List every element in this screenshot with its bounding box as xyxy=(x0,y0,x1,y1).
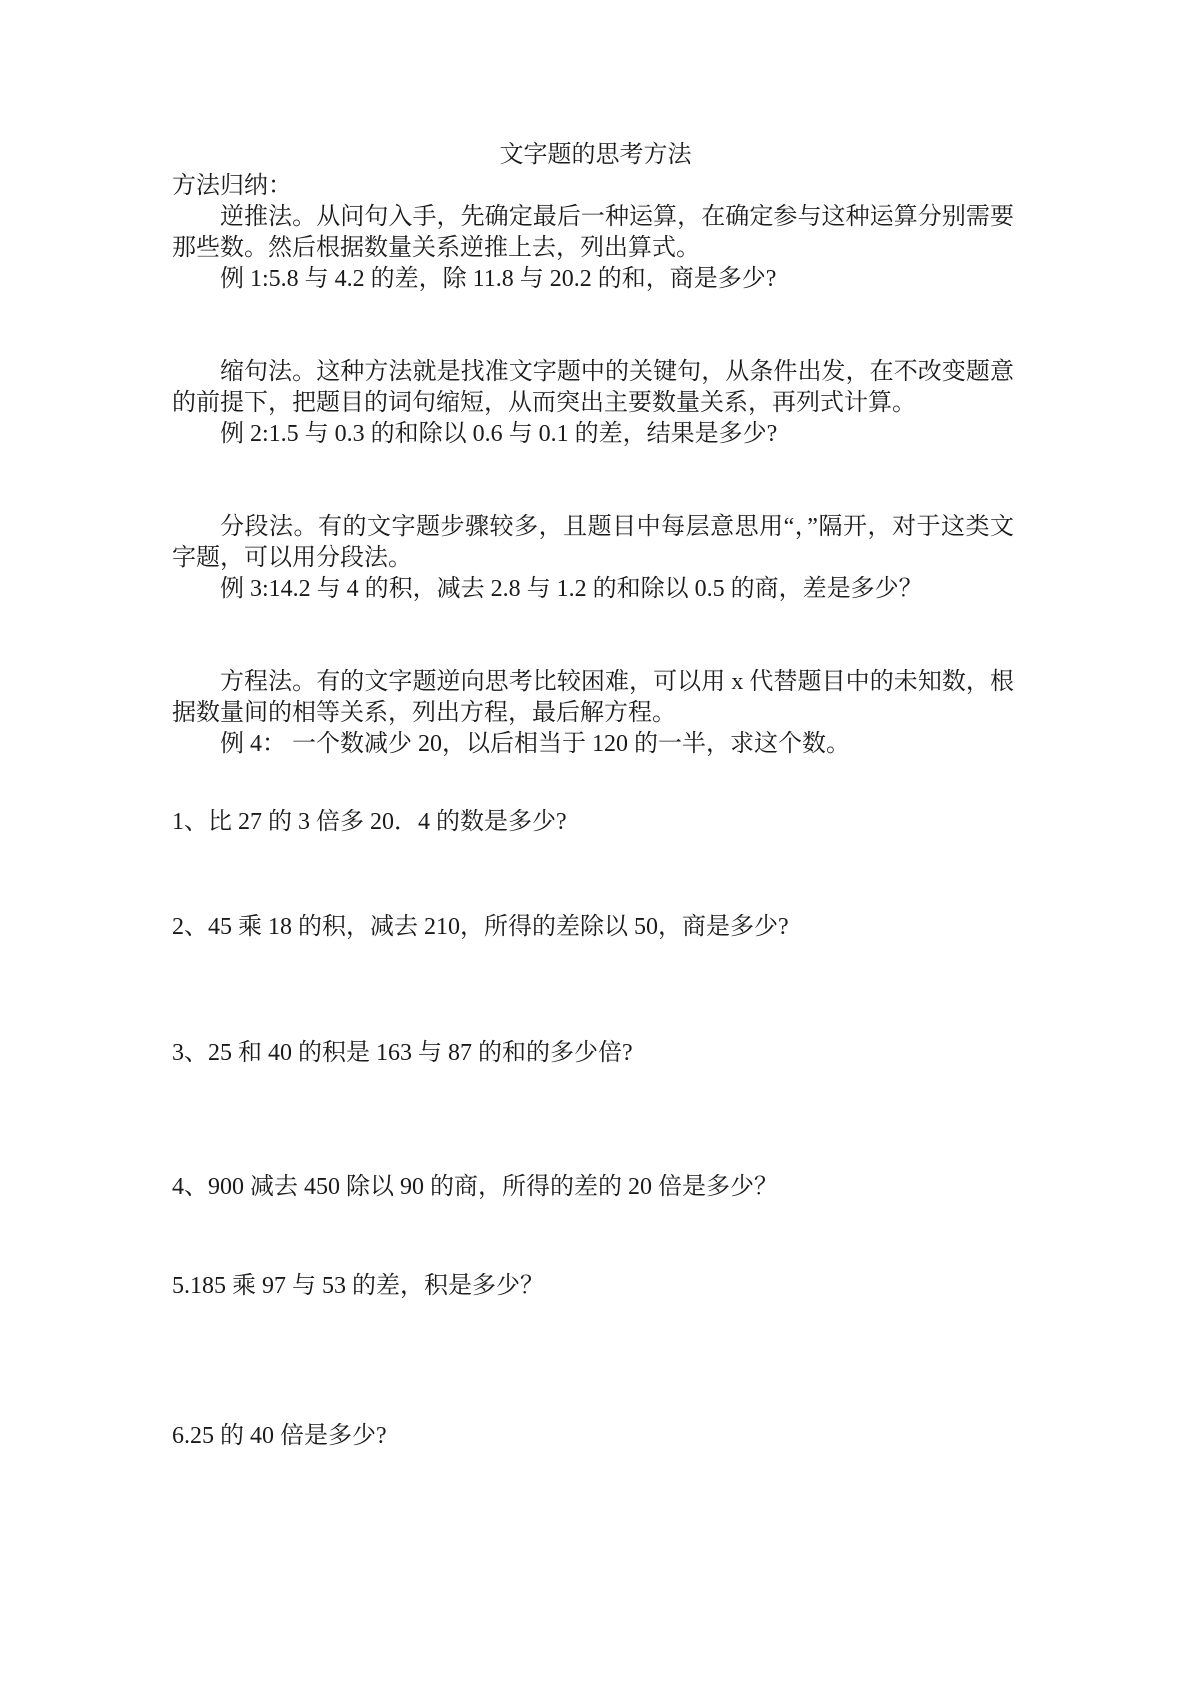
page-title: 文字题的思考方法 xyxy=(499,142,692,168)
example-2: 例 2:1.5 与 0.3 的和除以 0.6 与 0.1 的差，结果是多少? xyxy=(220,421,778,447)
example-4: 例 4： 一个数减少 20，以后相当于 120 的一半，求这个数。 xyxy=(220,731,850,757)
question-1: 1、比 27 的 3 倍多 20．4 的数是多少? xyxy=(172,809,567,835)
method-paragraph-sentence-shortening: 缩句法。这种方法就是找准文字题中的关键句，从条件出发，在不改变题意的前提下，把题目的词句缩短，从而突出主要数量关系，再列式计算。 xyxy=(172,359,1014,416)
question-4: 4、900 减去 450 除以 90 的商，所得的差的 20 倍是多少？ xyxy=(172,1174,778,1200)
question-3: 3、25 和 40 的积是 163 与 87 的和的多少倍? xyxy=(172,1040,633,1066)
example-3: 例 3:14.2 与 4 的积，减去 2.8 与 1.2 的和除以 0.5 的商，差是多少？ xyxy=(220,576,923,602)
method-paragraph-segmentation: 分段法。有的文字题步骤较多，且题目中每层意思用“，”隔开，对于这类文字题，可以用分段法。 xyxy=(172,514,1014,571)
method-paragraph-equation: 方程法。有的文字题逆向思考比较困难，可以用 x 代替题目中的未知数，根据数量间的相等关系，列出方程，最后解方程。 xyxy=(172,669,1014,726)
example-1: 例 1:5.8 与 4.2 的差，除 11.8 与 20.2 的和，商是多少? xyxy=(220,266,777,292)
question-6: 6.25 的 40 倍是多少? xyxy=(172,1423,387,1449)
method-summary-label: 方法归纳： xyxy=(172,173,292,199)
method-paragraph-reverse-deduction: 逆推法。从问句入手，先确定最后一种运算，在确定参与这种运算分别需要那些数。然后根据数量关系逆推上去，列出算式。 xyxy=(172,204,1014,261)
question-5: 5.185 乘 97 与 53 的差，积是多少？ xyxy=(172,1273,544,1299)
question-2: 2、45 乘 18 的积，减去 210，所得的差除以 50，商是多少? xyxy=(172,914,789,940)
